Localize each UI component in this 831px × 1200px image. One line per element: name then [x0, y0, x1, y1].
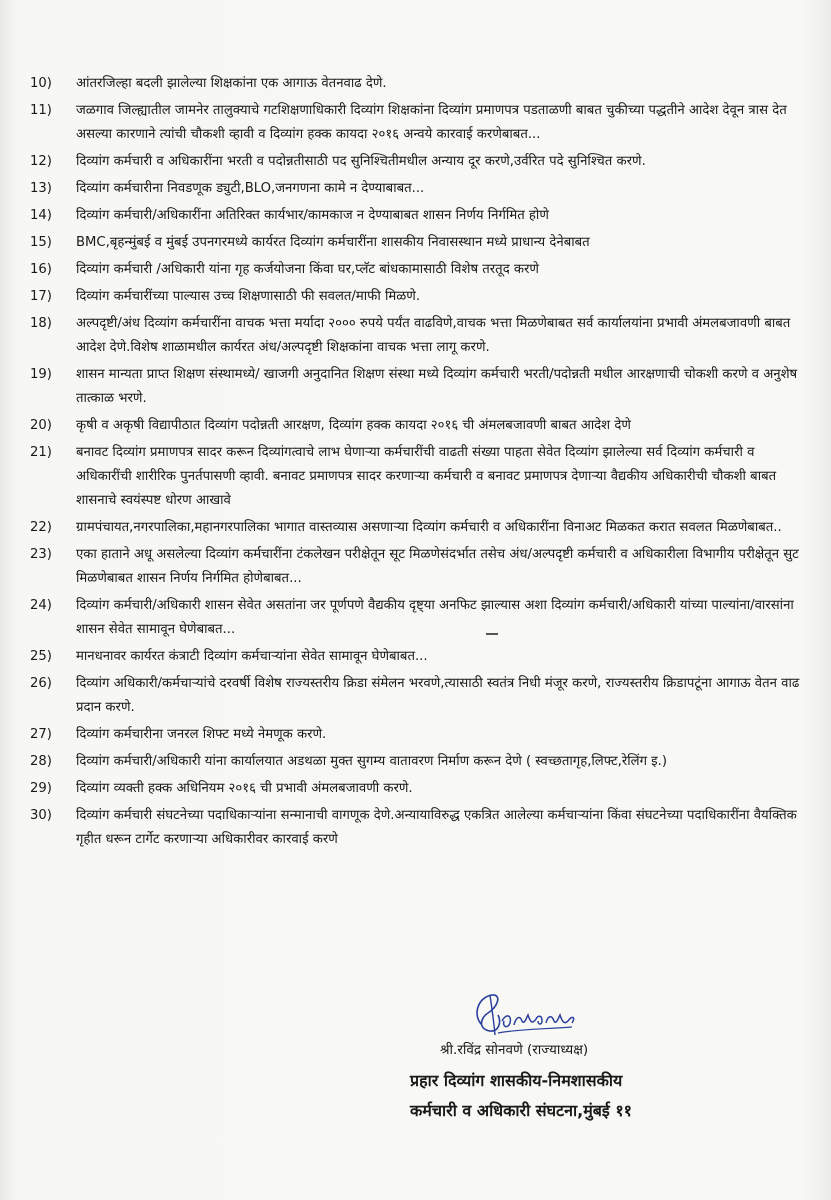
list-item	[28, 750, 818, 774]
item-number: 16)	[30, 262, 52, 277]
item-text: दिव्यांग कर्मचारी व अधिकारींना भरती व पदोन्नतीसाठी पद सुनिश्चितीमधील अन्याय दूर करणे,उर्वरित पदे सुनिश्चित करणे.	[76, 154, 646, 169]
item-number: 28)	[30, 754, 52, 769]
item-text: दिव्यांग कर्मचारीना जनरल शिफ्ट मध्ये नेमणूक करणे.	[76, 727, 327, 742]
item-text: दिव्यांग कर्मचारी/अधिकारी यांना कार्यालयात अडथळा मुक्त सुगम्य वातावरण निर्माण करून देणे ( स्वच्छतागृह,लिफ्ट,रेलिंग इ.)	[76, 754, 667, 769]
list-item	[28, 594, 818, 642]
organization-line-2: कर्मचारी व अधिकारी संघटना,मुंबई ११	[410, 1101, 632, 1120]
scan-speck	[486, 633, 498, 635]
item-text: दिव्यांग कर्मचारी/अधिकारींना अतिरिक्त कार्यभार/कामकाज न देण्याबाबत शासन निर्णय निर्गमित होणे	[76, 208, 549, 223]
item-text: दिव्यांग व्यक्ती हक्क अधिनियम २०१६ ची प्रभावी अंमलबजावणी करणे.	[76, 781, 413, 796]
item-text: बनावट दिव्यांग प्रमाणपत्र सादर करून दिव्यांगत्वाचे लाभ घेणाऱ्या कर्मचारींची वाढती संख्या पाहता सेवेत दिव्यांग झालेल्या सर्व दिव्यांग कर्मचारी व अधिकारींची शारीरिक पुनर्तपासणी व्हावी. बनावट प्रमाणपत्र सादर करणाऱ्या कर्मचारी व बनावट प्रमाणपत्र देणाऱ्या वैद्यकीय अधिकारीची चौकशी बाबत शासनाचे स्वयंस्पष्ट धोरण आखावे	[76, 445, 777, 508]
item-number: 10)	[30, 76, 52, 91]
item-number: 11)	[30, 103, 52, 118]
item-text: शासन मान्यता प्राप्त शिक्षण संस्थामध्ये/ खाजगी अनुदानित शिक्षण संस्था मध्ये दिव्यांग कर्मचारी भरती/पदोन्नती मधील आरक्षणाची चोकशी करणे व अनुशेष तात्काळ भरणे.	[76, 367, 798, 406]
item-number: 25)	[30, 649, 52, 664]
item-text: जळगाव जिल्ह्यातील जामनेर तालुक्याचे गटशिक्षणाधिकारी दिव्यांग शिक्षकांना दिव्यांग प्रमाणपत्र पडताळणी बाबत चुकीच्या पद्धतीने आदेश देवून त्रास देत असल्या कारणाने त्यांची चौकशी व्हावी व दिव्यांग हक्क कायदा २०१६ अन्वये कारवाई करणेबाबत...	[76, 103, 787, 142]
item-number: 26)	[30, 676, 52, 691]
list-item	[28, 516, 818, 540]
item-text: दिव्यांग कर्मचारी /अधिकारी यांना गृह कर्जयोजना किंवा घर,प्लॅट बांधकामासाठी विशेष तरतूद करणे	[76, 262, 539, 277]
item-text: ग्रामपंचायत,नगरपालिका,महानगरपालिका भागात वास्तव्यास असणाऱ्या दिव्यांग कर्मचारी व अधिकारींना विनाअट मिळकत करात सवलत मिळणेबाबत..	[76, 520, 782, 535]
item-number: 21)	[30, 445, 52, 460]
organization-line-1: प्रहार दिव्यांग शासकीय-निमशासकीय	[410, 1071, 623, 1090]
item-number: 27)	[30, 727, 52, 742]
list-item	[28, 777, 818, 801]
item-number: 20)	[30, 418, 52, 433]
signatory-name: श्री.रविंद्र सोनवणे (राज्याध्यक्ष)	[440, 1042, 589, 1058]
list-item	[28, 363, 818, 411]
list-item	[28, 672, 818, 720]
item-number: 14)	[30, 208, 52, 223]
item-number: 13)	[30, 181, 52, 196]
list-item	[28, 150, 818, 174]
list-item	[28, 285, 818, 309]
signature-image	[468, 985, 588, 1045]
item-number: 29)	[30, 781, 52, 796]
item-text: दिव्यांग कर्मचारींच्या पाल्यास उच्च शिक्षणासाठी फी सवलत/माफी मिळणे.	[76, 289, 421, 304]
item-text: अल्पदृष्टी/अंध दिव्यांग कर्मचारींना वाचक भत्ता मर्यादा २००० रुपये पर्यंत वाढविणे,वाचक भत्ता मिळणेबाबत सर्व कार्यालयांना प्रभावी अंमलबजावणी बाबत आदेश देणे.विशेष शाळामधील कार्यरत अंध/अल्पदृष्टी शिक्षकांना वाचक भत्ता लागू करणे.	[76, 316, 791, 355]
item-text: एका हाताने अधू असलेल्या दिव्यांग कर्मचारींना टंकलेखन परीक्षेतून सूट मिळणेसंदर्भात तसेच अंध/अल्पदृष्टी कर्मचारी व अधिकारीला विभागीय परीक्षेतून सुट मिळणेबाबत शासन निर्णय निर्गमित होणेबाबत...	[76, 547, 799, 586]
list-item	[28, 441, 818, 513]
item-number: 15)	[30, 235, 52, 250]
item-text: दिव्यांग अधिकारी/कर्मचाऱ्यांचे दरवर्षी विशेष राज्यस्तरीय क्रिडा संमेलन भरवणे,त्यासाठी स्वतंत्र निधी मंजूर करणे, राज्यस्तरीय क्रिडापटूंना आगाऊ वेतन वाढ प्रदान करणे.	[76, 676, 800, 715]
list-item	[28, 258, 818, 282]
item-text: कृषी व अकृषी विद्यापीठात दिव्यांग पदोन्नती आरक्षण, दिव्यांग हक्क कायदा २०१६ ची अंमलबजावणी बाबत आदेश देणे	[76, 418, 631, 433]
item-text: दिव्यांग कर्मचारी संघटनेच्या पदाधिकाऱ्यांना सन्मानाची वागणूक देणे.अन्यायाविरुद्ध एकत्रित आलेल्या कर्मचाऱ्यांना किंवा संघटनेच्या पदाधिकारींना वैयक्तिक गृहीत धरून टार्गेट करणाऱ्या अधिकारीवर कारवाई करणे	[76, 808, 797, 847]
list-item	[28, 804, 818, 852]
item-text: दिव्यांग कर्मचारी/अधिकारी शासन सेवेत असतांना जर पूर्णपणे वैद्यकीय दृष्ट्या अनफिट झाल्यास अशा दिव्यांग कर्मचारी/अधिकारी यांच्या पाल्यांना/वारसांना शासन सेवेत सामावून घेणेबाबत...	[76, 598, 794, 637]
list-item	[28, 645, 818, 669]
item-number: 23)	[30, 547, 52, 562]
list-item	[28, 99, 818, 147]
item-text: आंतरजिल्हा बदली झालेल्या शिक्षकांना एक आगाऊ वेतनवाढ देणे.	[76, 76, 387, 91]
item-text: दिव्यांग कर्मचारीना निवडणूक ड्युटी,BLO,जनगणना कामे न देण्याबाबत...	[76, 181, 425, 196]
organization-name	[410, 1066, 632, 1126]
item-number: 19)	[30, 367, 52, 382]
list-item	[28, 414, 818, 438]
item-number: 22)	[30, 520, 52, 535]
item-number: 18)	[30, 316, 52, 331]
list-item	[28, 177, 818, 201]
item-text: मानधनावर कार्यरत कंत्राटी दिव्यांग कर्मचाऱ्यांना सेवेत सामावून घेणेबाबत...	[76, 649, 428, 664]
list-item	[28, 723, 818, 747]
demands-list	[28, 72, 818, 855]
item-number: 24)	[30, 598, 52, 613]
list-item	[28, 312, 818, 360]
item-number: 12)	[30, 154, 52, 169]
item-number: 17)	[30, 289, 52, 304]
item-number: 30)	[30, 808, 52, 823]
item-text: BMC,बृहन्मुंबई व मुंबई उपनगरमध्ये कार्यरत दिव्यांग कर्मचारींना शासकीय निवासस्थान मध्ये प्राधान्य देनेबाबत	[76, 235, 590, 250]
list-item	[28, 72, 818, 96]
list-item	[28, 231, 818, 255]
list-item	[28, 204, 818, 228]
list-item	[28, 543, 818, 591]
